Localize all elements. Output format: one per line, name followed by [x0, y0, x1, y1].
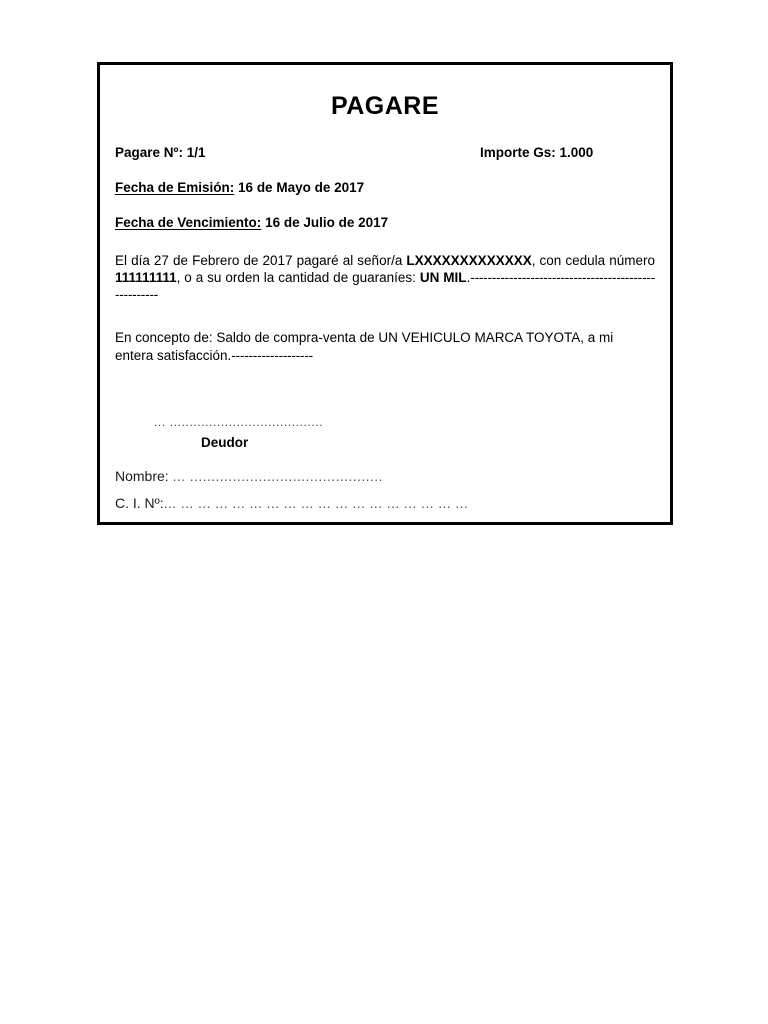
importe-value: 1.000	[559, 144, 594, 160]
pagare-document-box	[97, 62, 673, 525]
promise-paragraph	[114, 252, 656, 304]
pagare-number-value: 1/1	[186, 144, 206, 160]
signature-role-label: Deudor	[201, 434, 249, 450]
fecha-emision-value: 16 de Mayo de 2017	[238, 179, 365, 195]
pagare-number-field	[115, 145, 480, 160]
concept-text: En concepto de: Saldo de compra-venta de UN VEHICULO MARCA TOYOTA, a mi entera satisfacción.	[115, 330, 614, 363]
cedula-label: C. I. Nº:	[115, 494, 164, 511]
nombre-field-row	[114, 468, 656, 484]
beneficiary-name: LXXXXXXXXXXXXX	[406, 252, 532, 268]
amount-in-words: UN MIL	[419, 269, 467, 285]
cedula-number: 111111111	[115, 269, 177, 285]
promise-text-part-4: .	[466, 269, 471, 285]
importe-field	[480, 145, 593, 160]
fecha-emision-row	[114, 180, 656, 195]
fecha-emision-label: Fecha de Emisión:	[115, 179, 235, 195]
promise-text-part-2: , con cedula número	[531, 252, 656, 268]
signature-block	[114, 416, 656, 450]
pagare-number-label: Pagare Nº:	[115, 144, 183, 160]
promise-filler-dashes: -----------------------------------------------------	[115, 269, 655, 303]
promise-text-part-1: El día 27 de Febrero de 2017 pagaré al señor/a	[115, 252, 407, 268]
header-row	[114, 145, 656, 160]
fecha-vencimiento-value: 16 de Julio de 2017	[265, 214, 389, 230]
fecha-vencimiento-label: Fecha de Vencimiento:	[115, 214, 262, 230]
importe-label: Importe Gs:	[480, 144, 556, 160]
promise-text-part-3: , o a su orden la cantidad de guaraníes:	[176, 269, 420, 285]
signature-line: ... .......................................	[154, 414, 324, 429]
page-title: PAGARE	[330, 92, 440, 120]
cedula-field-row	[114, 495, 656, 511]
concept-paragraph	[114, 329, 656, 364]
nombre-label: Nombre:	[115, 467, 169, 484]
cedula-blank-line: ... ... ... ... ... ... ... ... ... ... ... ... ... ... ... ... ... ...	[163, 494, 469, 511]
fecha-vencimiento-row	[114, 215, 656, 230]
concept-filler-dashes: -------------------	[231, 347, 313, 363]
document-content	[100, 65, 670, 511]
nombre-blank-line: ... .............................................	[172, 467, 383, 484]
